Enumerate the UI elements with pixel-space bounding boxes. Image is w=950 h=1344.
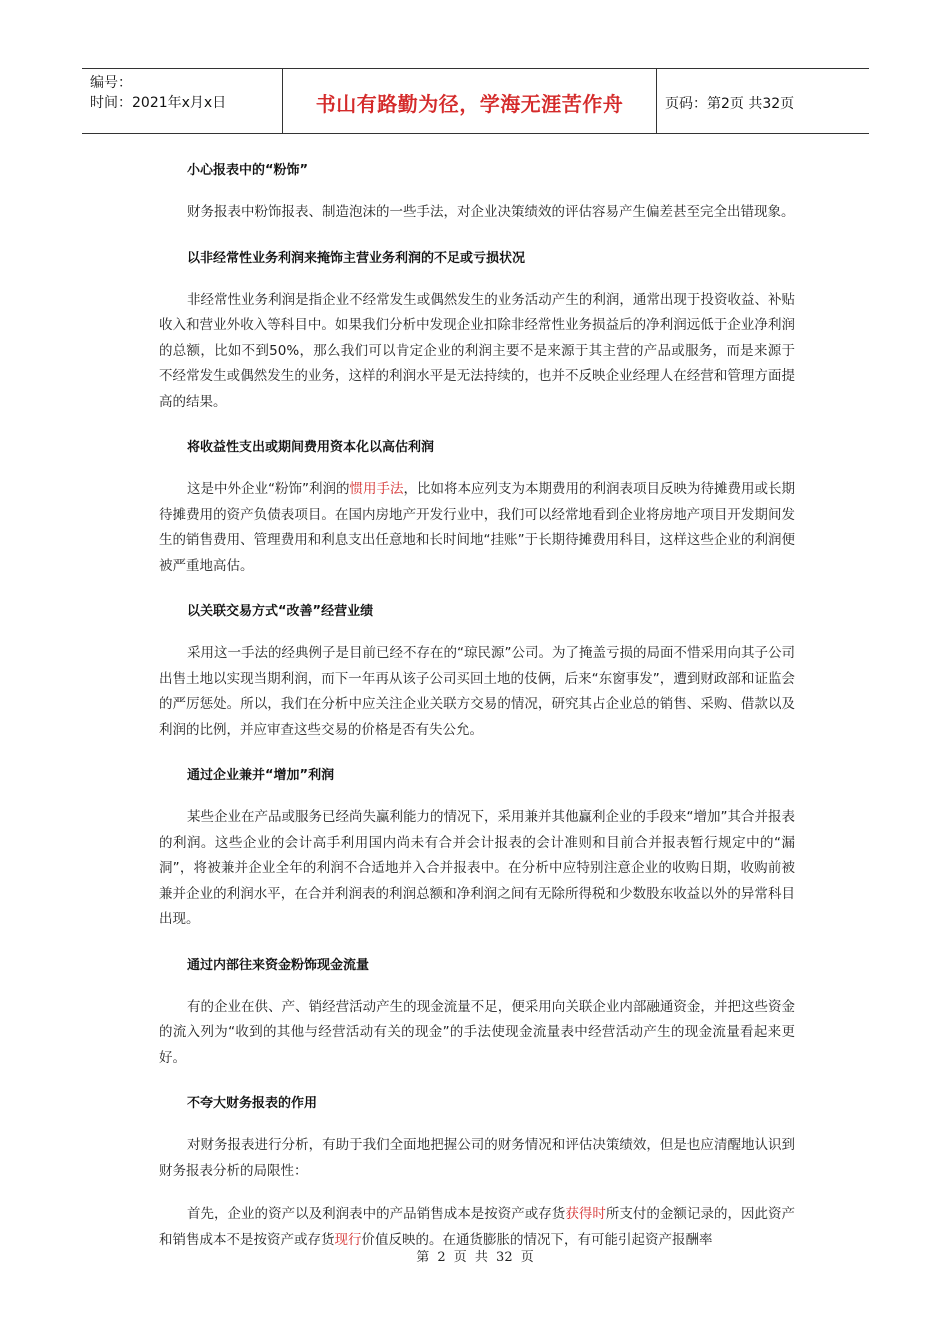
paragraph: 对财务报表进行分析，有助于我们全面地把握公司的财务情况和评估决策绩效，但是也应清醒地认识到财务报表分析的局限性： [159, 1137, 795, 1179]
document-date: 时间：2021年x月x日 [90, 95, 227, 111]
section-heading: 小心报表中的“粉饰” [187, 163, 309, 178]
highlighted-term: 惯用手法 [349, 481, 404, 497]
section-heading: 不夸大财务报表的作用 [187, 1096, 318, 1111]
paragraph: 这是中外企业“粉饰”利润的惯用手法，比如将本应列支为本期费用的利润表项目反映为待摊费用或长期待摊费用的资产负债表项目。在国内房地产开发行业中，我们可以经常地看到企业将房地产项目开发期间发生的销售费用、管理费用和利息支出任意地和长时间地“挂账”于长期待摊费用科目，这样这些企业的利润便被严重地高估。 [159, 481, 795, 574]
page-header [82, 68, 869, 134]
section-heading: 以关联交易方式“改善”经营业绩 [187, 604, 374, 619]
paragraph: 有的企业在供、产、销经营活动产生的现金流量不足，便采用向关联企业内部融通资金，并把这些资金的流入列为“收到的其他与经营活动有关的现金”的手法使现金流量表中经营活动产生的现金流量看起来更好。 [159, 998, 795, 1066]
paragraph: 财务报表中粉饰报表、制造泡沫的一些手法，对企业决策绩效的评估容易产生偏差甚至完全出错现象。 [187, 204, 795, 220]
document-number: 编号： [90, 75, 132, 91]
section-heading: 通过内部往来资金粉饰现金流量 [187, 957, 370, 973]
paragraph: 采用这一手法的经典例子是目前已经不存在的“琼民源”公司。为了掩盖亏损的局面不惜采用向其子公司出售土地以实现当期利润，而下一年再从该子公司买回土地的伎俩，后来“东窗事发”，遭到财政部和证监会的严厉惩处。所以，我们在分析中应关注企业关联方交易的情况，研究其占企业总的销售、采购、借款以及利润的比例，并应审查这些交易的价格是否有失公允。 [159, 645, 795, 738]
section-heading: 将收益性支出或期间费用资本化以高估利润 [187, 440, 435, 455]
page-footer: 第 2 页 共 32 页 [416, 1250, 534, 1265]
paragraph: 非经常性业务利润是指企业不经常发生或偶然发生的业务活动产生的利润，通常出现于投资收益、补贴收入和营业外收入等科目中。如果我们分析中发现企业扣除非经常性业务损益后的净利润远低于企业净利润的总额，比如不到50%，那么我们可以肯定企业的利润主要不是来源于其主营的产品或服务，而是来源于不经常发生或偶然发生的业务，这样的利润水平是无法持续的，也并不反映企业经理人在经营和管理方面提高的结果。 [159, 291, 795, 410]
paragraph: 首先，企业的资产以及利润表中的产品销售成本是按资产或存货获得时所支付的金额记录的，因此资产和销售成本不是按资产或存货现行价值反映的。在通货膨胀的情况下，有可能引起资产报酬率 [159, 1206, 796, 1248]
header-page-number: 页码：第2页 共32页 [665, 96, 795, 112]
highlighted-term: 现行 [334, 1231, 362, 1248]
section-heading: 通过企业兼并“增加”利润 [187, 768, 335, 783]
section-heading: 以非经常性业务利润来掩饰主营业务利润的不足或亏损状况 [187, 250, 526, 266]
document-body [159, 156, 795, 1271]
highlighted-term: 获得时 [565, 1206, 606, 1222]
header-info [90, 73, 280, 113]
header-divider [656, 69, 657, 133]
header-motto: 书山有路勤为径，学海无涯苦作舟 [315, 92, 624, 116]
paragraph: 某些企业在产品或服务已经尚失赢利能力的情况下，采用兼并其他赢利企业的手段来“增加”其合并报表的利润。这些企业的会计高手利用国内尚未有合并会计报表的会计准则和目前合并报表暂行规定中的“漏洞”，将被兼并企业全年的利润不合适地并入合并报表中。在分析中应特别注意企业的收购日期，收购前被兼并企业的利润水平，在合并利润表的利润总额和净利润之间有无除所得税和少数股东收益以外的异常科目出现。 [159, 809, 795, 927]
